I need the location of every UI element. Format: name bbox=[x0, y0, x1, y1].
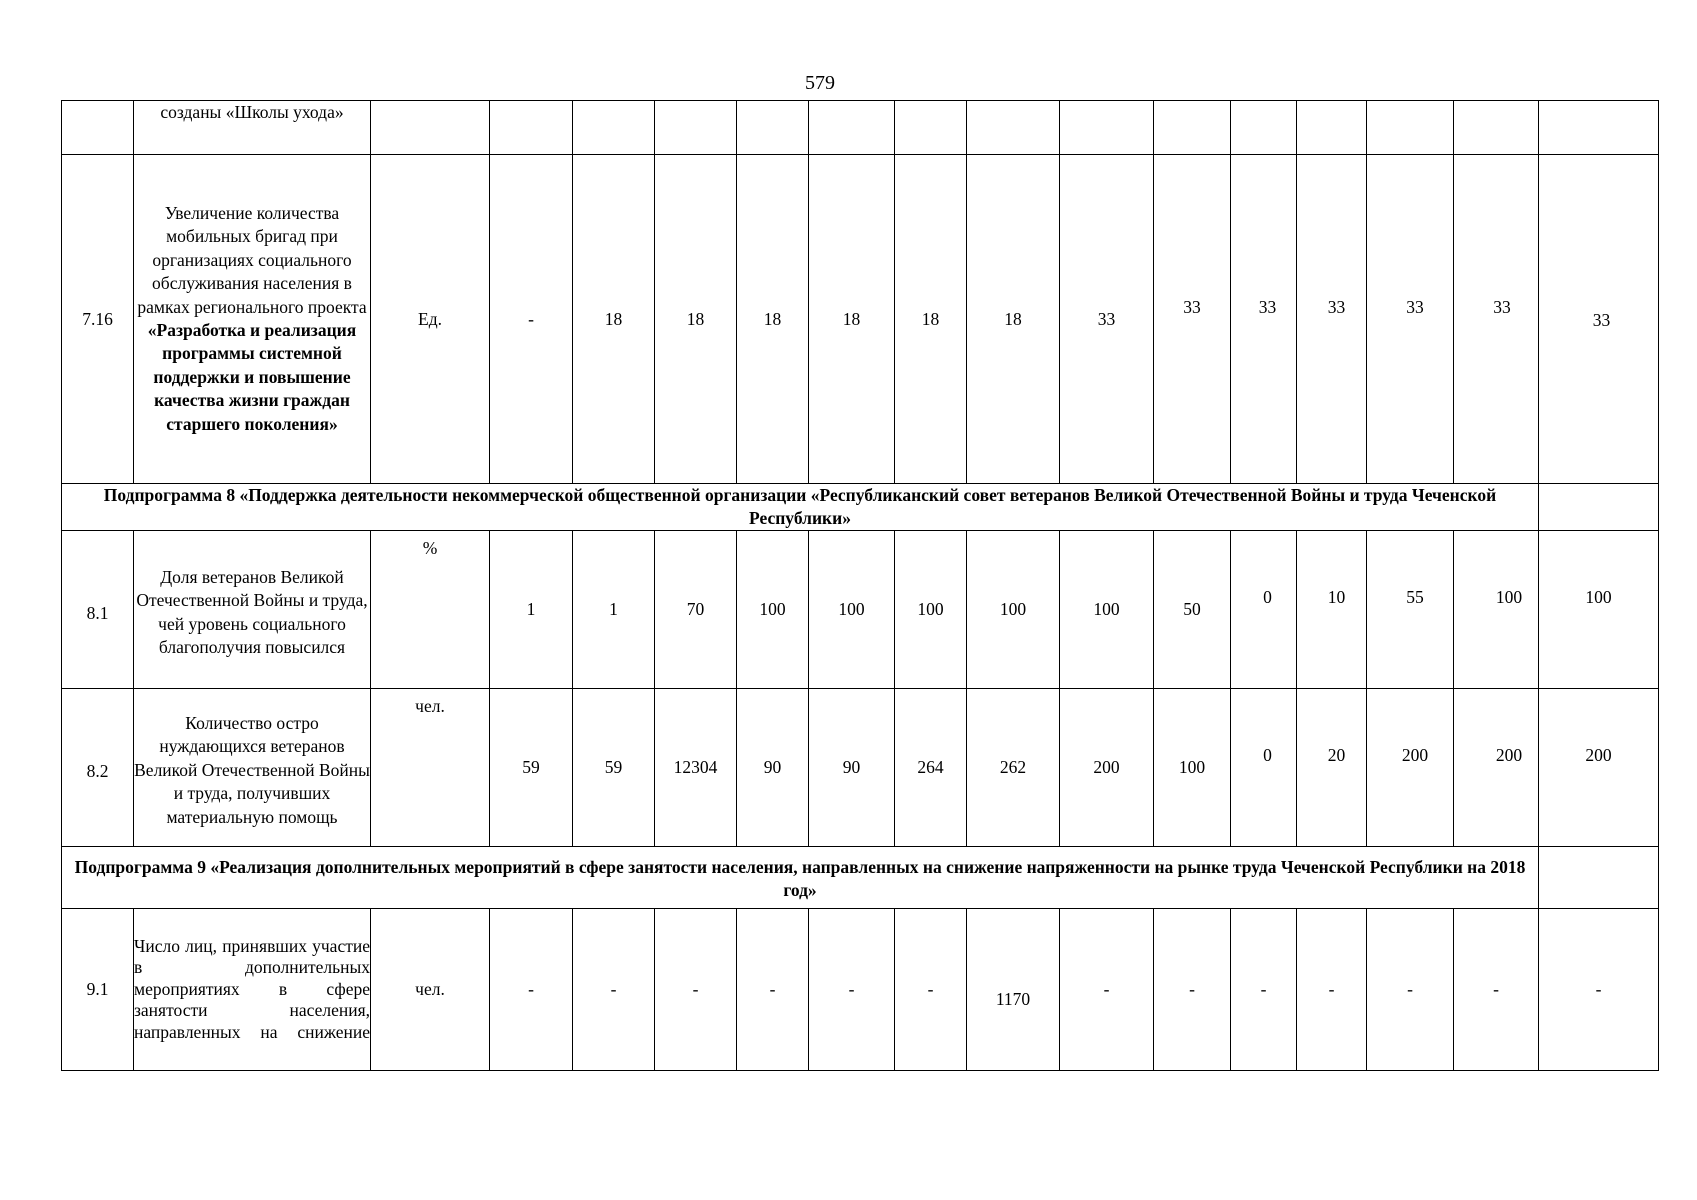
unit-cell: Ед. bbox=[371, 155, 490, 484]
table-row bbox=[62, 101, 1659, 155]
unit-cell: чел. bbox=[371, 689, 490, 847]
indicators-table bbox=[61, 100, 1659, 1071]
value-cell: 20 bbox=[1297, 689, 1367, 847]
table-row bbox=[62, 155, 1659, 484]
value-cell: 18 bbox=[809, 155, 895, 484]
value-cell: 1 bbox=[573, 531, 655, 689]
value-cell: 100 bbox=[895, 531, 967, 689]
indicator-name-cell: Число лиц, принявших участие в дополнительных мероприятиях в сфере занятости населения, направленных на снижение bbox=[134, 909, 371, 1071]
value-cell: 33 bbox=[1367, 155, 1454, 484]
table-row bbox=[62, 689, 1659, 847]
value-cell: - bbox=[1367, 909, 1454, 1071]
value-cell: 264 bbox=[895, 689, 967, 847]
indicator-name-bold-text: «Разработка и реализация программы системной поддержки и повышение качества жизни граждан старшего поколения» bbox=[147, 320, 357, 434]
value-cell: - bbox=[1231, 909, 1297, 1071]
value-cell: 33 bbox=[1454, 155, 1539, 484]
unit-cell: чел. bbox=[371, 909, 490, 1071]
value-cell: 100 bbox=[1060, 531, 1154, 689]
value-cell: - bbox=[655, 909, 737, 1071]
value-cell: 50 bbox=[1154, 531, 1231, 689]
subprogram-9-heading: Подпрограмма 9 «Реализация дополнительных мероприятий в сфере занятости населения, направленных на снижение напряженности на рынке труда Чеченской Республики на 2018 год» bbox=[62, 847, 1539, 909]
unit-cell: % bbox=[371, 531, 490, 689]
value-cell: 0 bbox=[1231, 531, 1297, 689]
indicator-name-cell: созданы «Школы ухода» bbox=[134, 101, 371, 155]
row-number-cell: 7.16 bbox=[62, 155, 134, 484]
value-cell: 200 bbox=[1539, 689, 1659, 847]
table-row bbox=[62, 531, 1659, 689]
value-cell: 70 bbox=[655, 531, 737, 689]
value-cell: 33 bbox=[1539, 155, 1659, 484]
subprogram-8-heading: Подпрограмма 8 «Поддержка деятельности некоммерческой общественной организации «Республиканский совет ветеранов Великой Отечественной Войны и труда Чеченской Республики» bbox=[62, 484, 1539, 531]
value-cell: 262 bbox=[967, 689, 1060, 847]
page-number: 579 bbox=[805, 72, 835, 94]
value-cell: 200 bbox=[1454, 689, 1539, 847]
indicator-name-cell: Количество остро нуждающихся ветеранов Великой Отечественной Войны и труда, получивших материальную помощь bbox=[134, 689, 371, 847]
value-cell: - bbox=[1060, 909, 1154, 1071]
value-cell: 200 bbox=[1367, 689, 1454, 847]
value-cell: 100 bbox=[967, 531, 1060, 689]
table-row bbox=[62, 909, 1659, 1071]
table-row bbox=[62, 847, 1659, 909]
row-number-cell: 8.2 bbox=[62, 689, 134, 847]
indicator-name-cell bbox=[134, 155, 371, 484]
value-cell: 100 bbox=[737, 531, 809, 689]
value-cell: 18 bbox=[895, 155, 967, 484]
value-cell: 33 bbox=[1231, 155, 1297, 484]
value-cell: 200 bbox=[1060, 689, 1154, 847]
value-cell: 55 bbox=[1367, 531, 1454, 689]
indicator-name-text: Увеличение количества мобильных бригад при организациях социального обслуживания населения в рамках регионального проекта bbox=[137, 202, 367, 317]
value-cell: 10 bbox=[1297, 531, 1367, 689]
value-cell: - bbox=[1154, 909, 1231, 1071]
table-row bbox=[62, 484, 1659, 531]
value-cell: 1 bbox=[490, 531, 573, 689]
value-cell: 90 bbox=[809, 689, 895, 847]
value-cell: 100 bbox=[1154, 689, 1231, 847]
value-cell: - bbox=[809, 909, 895, 1071]
value-cell: - bbox=[573, 909, 655, 1071]
value-cell: 59 bbox=[573, 689, 655, 847]
indicator-name-cell: Доля ветеранов Великой Отечественной Войны и труда, чей уровень социального благополучия повысился bbox=[134, 531, 371, 689]
value-cell: 33 bbox=[1060, 155, 1154, 484]
value-cell: 18 bbox=[967, 155, 1060, 484]
value-cell: - bbox=[1454, 909, 1539, 1071]
value-cell: 1170 bbox=[967, 909, 1060, 1071]
value-cell: 100 bbox=[809, 531, 895, 689]
row-number-cell bbox=[62, 101, 134, 155]
unit-cell bbox=[371, 101, 490, 155]
value-cell: 100 bbox=[1539, 531, 1659, 689]
value-cell: 59 bbox=[490, 689, 573, 847]
row-number-cell: 8.1 bbox=[62, 531, 134, 689]
value-cell: 12304 bbox=[655, 689, 737, 847]
value-cell: 33 bbox=[1297, 155, 1367, 484]
value-cell: - bbox=[1539, 909, 1659, 1071]
value-cell: 0 bbox=[1231, 689, 1297, 847]
value-cell: - bbox=[895, 909, 967, 1071]
value-cell: - bbox=[737, 909, 809, 1071]
value-cell: 18 bbox=[737, 155, 809, 484]
value-cell: - bbox=[490, 909, 573, 1071]
value-cell: - bbox=[1297, 909, 1367, 1071]
value-cell: 18 bbox=[573, 155, 655, 484]
value-cell: 18 bbox=[655, 155, 737, 484]
value-cell: 90 bbox=[737, 689, 809, 847]
value-cell: 100 bbox=[1454, 531, 1539, 689]
value-cell: 33 bbox=[1154, 155, 1231, 484]
row-number-cell: 9.1 bbox=[62, 909, 134, 1071]
value-cell: - bbox=[490, 155, 573, 484]
